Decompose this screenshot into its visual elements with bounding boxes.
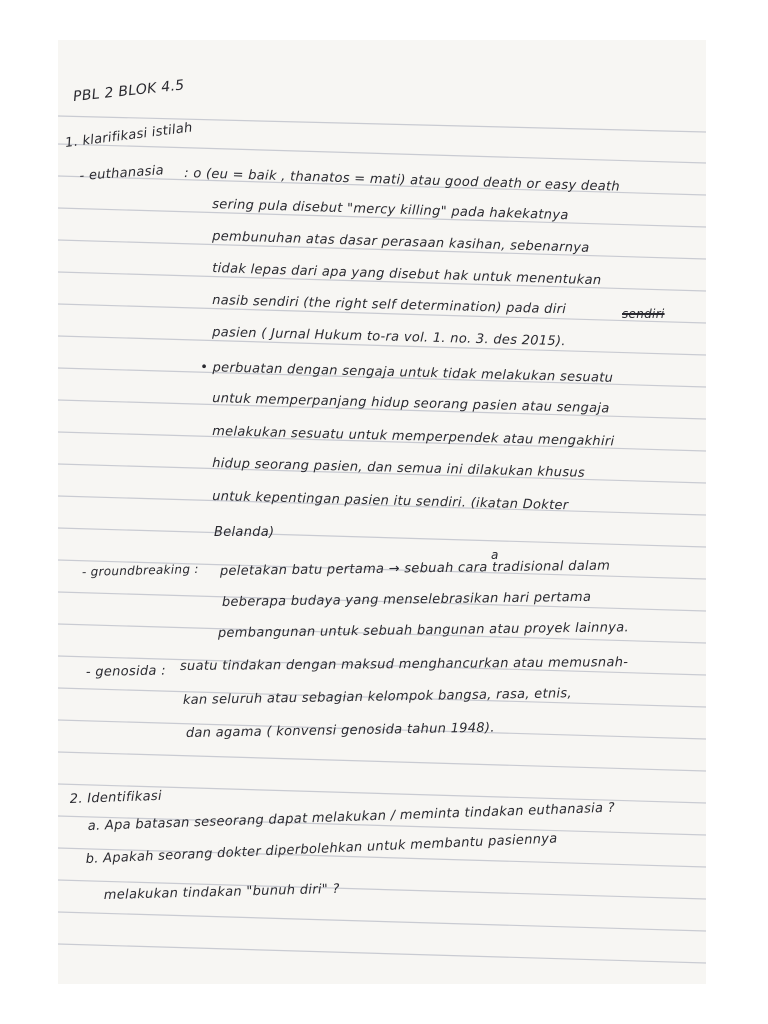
euthanasia-line: : o (eu = baik , thanatos = mati) atau good death or easy death	[183, 166, 621, 195]
section-2-heading: 2. Identifikasi	[69, 788, 163, 807]
euthanasia-line: tidak lepas dari apa yang disebut hak untuk menentukan	[211, 261, 602, 289]
euthanasia-line: hidup seorang pasien, dan semua ini dilakukan khusus	[211, 456, 586, 481]
term-genosida: - genosida :	[85, 663, 166, 680]
euthanasia-line: untuk kepentingan pasien itu sendiri. (ikatan Dokter	[211, 489, 569, 514]
euthanasia-line: pasien ( Jurnal Hukum to-ra vol. 1. no. 3. des 2015).	[211, 325, 566, 350]
term-groundbreaking: - groundbreaking :	[81, 561, 199, 579]
euthanasia-line: melakukan sesuatu untuk memperpendek atau mengakhiri	[211, 424, 615, 450]
groundbreaking-line: pembangunan untuk sebuah bangunan atau proyek lainnya.	[217, 620, 629, 641]
genosida-line: suatu tindakan dengan maksud menghancurkan atau memusnah-	[179, 655, 629, 674]
euthanasia-line: Belanda)	[214, 525, 275, 540]
term-euthanasia: - euthanasia	[79, 163, 165, 184]
euthanasia-line: nasib sendiri (the right self determination) pada diri	[211, 293, 567, 318]
section-1-heading: 1. klarifikasi istilah	[64, 120, 194, 151]
genosida-line: kan seluruh atau sebagian kelompok bangsa, rasa, etnis,	[182, 686, 573, 708]
question-b: b. Apakah seorang dokter diperbolehkan untuk membantu pasiennya	[85, 831, 558, 867]
question-b-continued: melakukan tindakan "bunuh diri" ?	[103, 881, 340, 903]
insert-mark: a	[491, 548, 499, 562]
groundbreaking-line: peletakan batu pertama → sebuah cara tradisional dalam	[219, 558, 611, 579]
groundbreaking-line: beberapa budaya yang menselebrasikan hari pertama	[221, 589, 592, 610]
question-a: a. Apa batasan seseorang dapat melakukan / meminta tindakan euthanasia ?	[87, 800, 616, 834]
euthanasia-line: untuk memperpanjang hidup seorang pasien atau sengaja	[211, 391, 610, 417]
genosida-line: dan agama ( konvensi genosida tahun 1948).	[185, 720, 495, 741]
euthanasia-line: pembunuhan atas dasar perasaan kasihan, sebenarnya	[211, 229, 590, 256]
euthanasia-line: sering pula disebut "mercy killing" pada hakekatnya	[211, 197, 569, 224]
page-title: PBL 2 BLOK 4.5	[72, 77, 186, 105]
struck-word: sendiri	[622, 307, 665, 321]
euthanasia-line: • perbuatan dengan sengaja untuk tidak melakukan sesuatu	[199, 360, 614, 386]
